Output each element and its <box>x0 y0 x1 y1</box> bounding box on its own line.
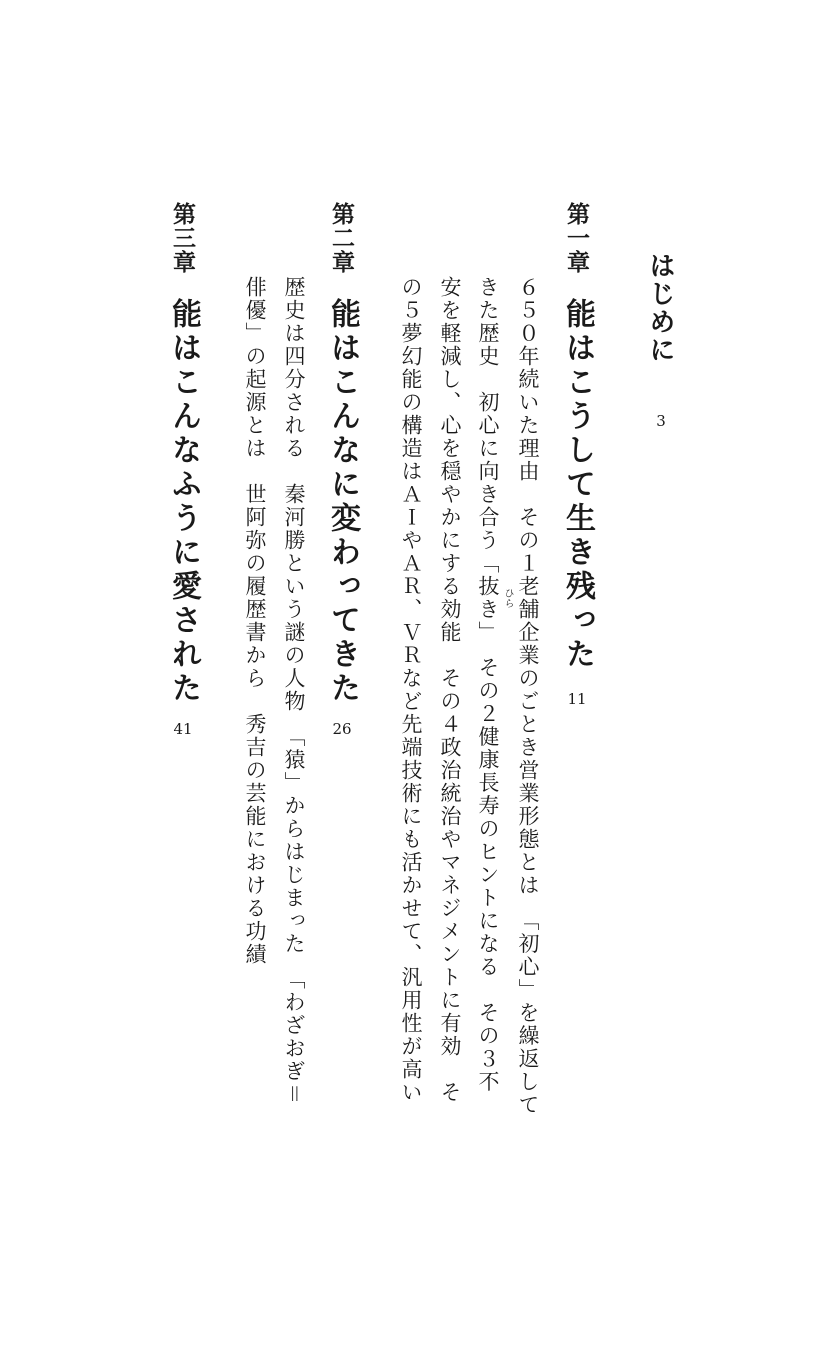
intro-title[interactable]: はじめに <box>645 252 675 364</box>
chapter-2-page-number: 26 <box>332 720 352 738</box>
chapter-1-sub-line-1: ６５０年続いた理由 その１老舗企業のごとき営業形態とは 「初心」を繰返して <box>516 276 540 1117</box>
chapter-2-sub-line-2: 俳優」の起源とは 世阿弥の履歴書から 秀吉の芸能における功績 <box>243 276 267 966</box>
chapter-1-page-number: 11 <box>567 690 587 708</box>
ruby-hira: ひら <box>502 588 513 608</box>
chapter-3-number: 第三章 <box>169 202 196 274</box>
chapter-3-title[interactable]: 能はこんなふうに愛された <box>166 298 201 706</box>
chapter-3-page-number: 41 <box>173 720 193 738</box>
chapter-2-number: 第二章 <box>328 202 355 274</box>
intro-page-number: 3 <box>656 412 666 430</box>
chapter-1-sub-line-3: 安を軽減し、心を穏やかにする効能 その４政治統治やマネジメントに有効 そ <box>438 276 462 1104</box>
chapter-1-sub-line-2: きた歴史 初心に向き合う「抜き」 その２健康長寿のヒントになる その３不 <box>476 276 500 1094</box>
chapter-1-title[interactable]: 能はこうして生き残った <box>560 298 595 672</box>
chapter-1-number: 第一章 <box>563 202 590 274</box>
chapter-2-title[interactable]: 能はこんなに変わってきた <box>325 298 360 706</box>
chapter-1-sub-line-4: の５夢幻能の構造はＡＩやＡＲ、ＶＲなど先端技術にも活かせて、汎用性が高い <box>399 276 423 1104</box>
chapter-2-sub-line-1: 歴史は四分される 秦河勝という謎の人物 「猿」からはじまった 「わざおぎ＝ <box>282 276 306 1106</box>
